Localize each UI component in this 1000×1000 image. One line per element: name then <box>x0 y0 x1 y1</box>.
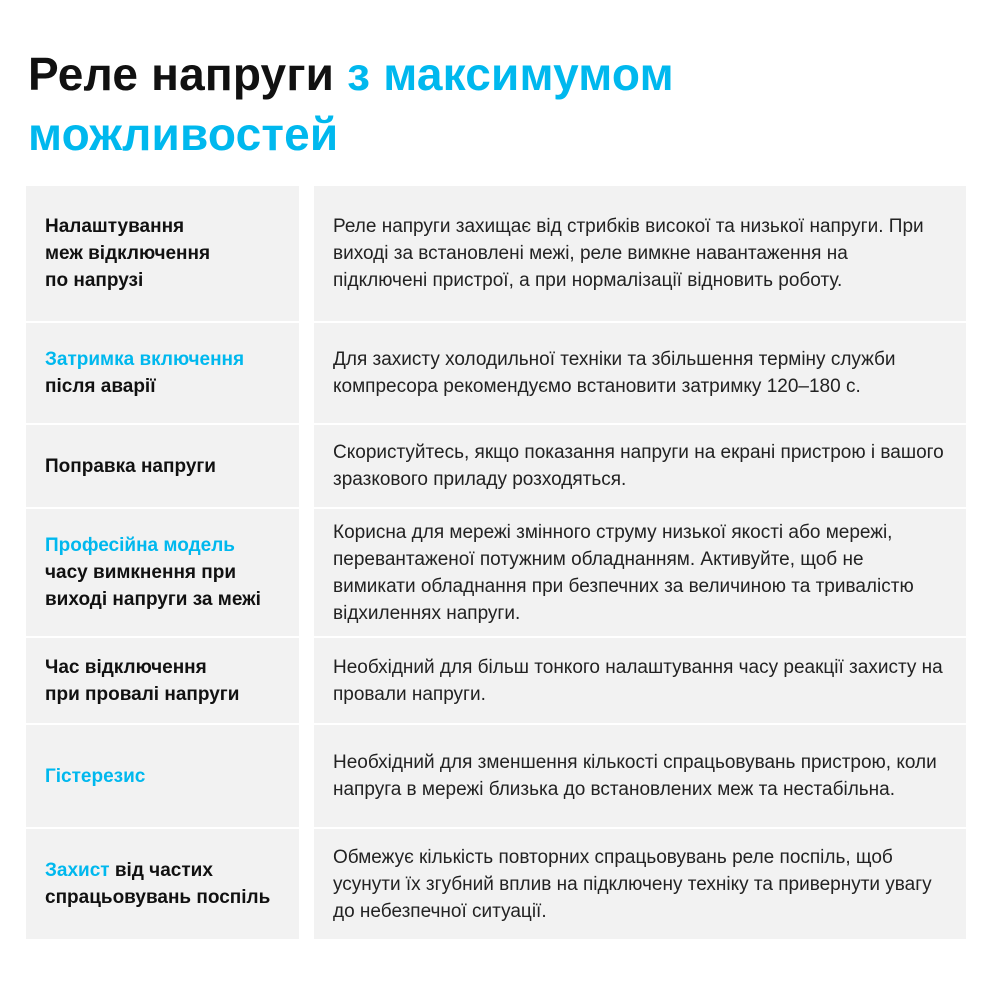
feature-label-cell <box>26 186 299 321</box>
feature-label <box>45 346 244 400</box>
label-line-highlight: Професійна модель <box>45 535 235 556</box>
feature-label-cell <box>26 509 299 636</box>
label-line: при провалі напруги <box>45 683 240 705</box>
page-title <box>28 44 978 164</box>
feature-description-cell <box>314 829 966 939</box>
feature-description-cell <box>314 509 966 636</box>
label-rest: від частих <box>109 860 213 881</box>
label-line: спрацьовувань поспіль <box>45 887 271 908</box>
feature-description-cell <box>314 725 966 827</box>
title-accent-2: можливостей <box>28 108 339 160</box>
feature-description: Необхідний для зменшення кількості спрацьовувань пристрою, коли напруга в мережі близька до встановлених меж та нестабільна. <box>333 752 937 800</box>
feature-label <box>45 532 261 613</box>
label-line: Налаштування <box>45 216 185 237</box>
feature-row-dip-time <box>26 638 966 723</box>
feature-description: Реле напруги захищає від стрибків високої та низької напруги. При виході за встановлені межі, реле вимкне навантаження на підключені пристрої, а при нормалізації відновить роботу. <box>333 216 924 291</box>
feature-label-cell <box>26 725 299 827</box>
feature-row-hysteresis <box>26 725 966 827</box>
feature-label <box>45 857 270 911</box>
label-line: виході напруги за межі <box>45 589 261 610</box>
label-line-highlight: Гістерезис <box>45 765 146 787</box>
label-line-highlight: Затримка включення <box>45 349 245 370</box>
feature-label <box>45 213 210 294</box>
title-part-1: Реле напруги <box>28 48 348 100</box>
feature-row-voltage-correction <box>26 425 966 507</box>
label-line: Час відключення <box>45 656 207 678</box>
feature-description: Обмежує кількість повторних спрацьовувань реле поспіль, щоб усунути їх згубний вплив на підключену техніку та привернути увагу до небезпечної ситуації. <box>333 846 932 922</box>
feature-description-cell <box>314 425 966 507</box>
feature-description-cell <box>314 186 966 321</box>
feature-row-pro-model <box>26 509 966 636</box>
label-line: після аварії <box>45 376 156 397</box>
feature-label-cell <box>26 425 299 507</box>
feature-description-cell <box>314 323 966 423</box>
feature-description: Скористуйтесь, якщо показання напруги на екрані пристрою і вашого зразкового приладу розходяться. <box>333 442 944 490</box>
title-accent-1: з максимумом <box>347 48 674 100</box>
feature-label <box>45 654 239 708</box>
label-line: по напрузі <box>45 270 144 291</box>
label-line: часу вимкнення при <box>45 562 237 583</box>
feature-description: Корисна для мережі змінного струму низької якості або мережі, перевантаженої потужним обладнанням. Активуйте, щоб не вимикати обладнання при безпечних за величиною та тривалістю відхиленнях напруги. <box>333 521 914 624</box>
feature-label-cell <box>26 323 299 423</box>
feature-row-frequent-trip-protection <box>26 829 966 939</box>
label-line: Поправка напруги <box>45 455 216 477</box>
feature-row-restart-delay <box>26 323 966 423</box>
feature-description: Необхідний для більш тонкого налаштування часу реакції захисту на провали напруги. <box>333 656 943 705</box>
label-highlight-word: Захист <box>45 860 110 881</box>
label-line: меж відключення <box>45 243 211 264</box>
feature-label-cell <box>26 829 299 939</box>
feature-row-voltage-limits <box>26 186 966 321</box>
feature-description: Для захисту холодильної техніки та збільшення терміну служби компресора рекомендуємо встановити затримку 120–180 с. <box>333 349 896 397</box>
feature-label-cell <box>26 638 299 723</box>
feature-label <box>45 763 145 790</box>
feature-description-cell <box>314 638 966 723</box>
feature-label <box>45 453 216 480</box>
label-line <box>45 857 270 884</box>
